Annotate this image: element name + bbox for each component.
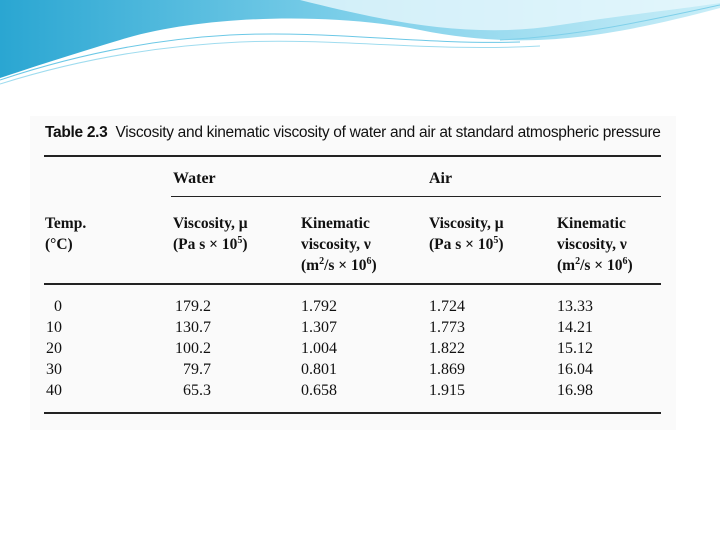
header-air-kinematic-line1: Kinematic <box>557 215 626 232</box>
table-cell: 179.2 <box>175 298 211 315</box>
table-cell: 1.822 <box>429 340 465 357</box>
column-water-viscosity <box>173 296 211 401</box>
table-cell: 1.869 <box>429 361 465 378</box>
header-water-kinematic <box>301 213 377 276</box>
table-cell: 10 <box>46 319 62 336</box>
header-air-viscosity-line2: (Pa $s \times 10^5$) <box>429 234 504 253</box>
table-cell: 16.04 <box>557 361 593 378</box>
header-air-viscosity-line1: Viscosity, μ <box>429 215 504 232</box>
header-water-kinematic-line2: viscosity, ν <box>301 236 371 253</box>
column-air-kinematic <box>557 296 593 401</box>
header-water-viscosity <box>173 213 248 255</box>
group-header-air: Air <box>429 170 453 187</box>
table-cell: 40 <box>46 382 62 399</box>
header-air-kinematic-line3: $(m^2/s \times 10^6)$ <box>557 255 633 274</box>
table-cell: 79.7 <box>183 361 211 378</box>
table-cell: 130.7 <box>175 319 211 336</box>
table-cell: 1.773 <box>429 319 465 336</box>
header-water-viscosity-line1: Viscosity, μ <box>173 215 248 232</box>
header-temp-line1: Temp. <box>45 215 87 232</box>
table-caption <box>45 124 661 142</box>
header-air-kinematic <box>557 213 633 276</box>
table-cell: 1.792 <box>301 298 337 315</box>
column-temp <box>42 296 62 401</box>
table-cell: 14.21 <box>557 319 593 336</box>
header-air-viscosity <box>429 213 504 255</box>
group-header-water: Water <box>173 170 216 187</box>
caption-title: Viscosity and kinematic viscosity of water and air at standard atmospheric pressure <box>115 124 661 141</box>
table-cell: 13.33 <box>557 298 593 315</box>
table-cell: 1.307 <box>301 319 337 336</box>
table-cell: 0.801 <box>301 361 337 378</box>
header-rule <box>44 283 661 285</box>
bottom-rule <box>44 412 661 414</box>
header-water-viscosity-line2: (Pa $s \times 10^5$) <box>173 234 248 253</box>
table-cell: 30 <box>46 361 62 378</box>
table-cell: 65.3 <box>183 382 211 399</box>
header-temp <box>45 213 86 255</box>
column-water-kinematic <box>301 296 337 401</box>
header-wave-decoration <box>0 0 720 90</box>
table-cell: 16.98 <box>557 382 593 399</box>
air-rule <box>428 196 661 197</box>
header-air-kinematic-line2: viscosity, ν <box>557 236 627 253</box>
column-air-viscosity <box>429 296 465 401</box>
header-water-kinematic-line3: $(m^2/s \times 10^6)$ <box>301 255 377 274</box>
table-cell: 100.2 <box>175 340 211 357</box>
caption-number: Table 2.3 <box>45 124 108 141</box>
table-cell: 15.12 <box>557 340 593 357</box>
table-cell: 0 <box>54 298 62 315</box>
table-cell: 20 <box>46 340 62 357</box>
table-cell: 1.004 <box>301 340 337 357</box>
table-cell: 1.915 <box>429 382 465 399</box>
header-water-kinematic-line1: Kinematic <box>301 215 370 232</box>
top-rule <box>44 155 661 157</box>
table-cell: 0.658 <box>301 382 337 399</box>
table-cell: 1.724 <box>429 298 465 315</box>
header-temp-line2: (°C) <box>45 236 73 253</box>
